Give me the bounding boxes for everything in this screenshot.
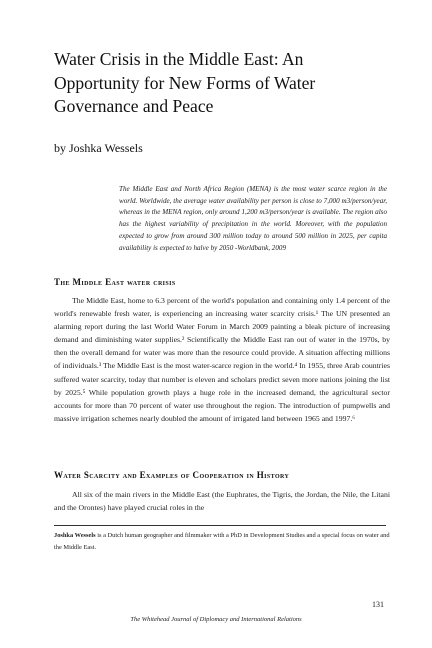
section-paragraph-water-crisis: The Middle East, home to 6.3 percent of the world's population and containing only 1.4 percent of the world's renewable fresh water, is experiencing an increasing water scarcity crisis.¹ The UN presented an alarming report during the last World Water Forum in March 2009 painting a bleak picture of increasing demand and diminishing water supplies.² Scientifically the Middle East ran out of water in the 1970s, by then the overall demand for water was more than the resource could provide. A situation affecting millions of individuals.³ The Middle East is the most water-scarce region in the world.⁴ In 1955, three Arab countries suffered water scarcity, today that number is eleven and scholars predict seven more nations joining the list by 2025.⁵ While population growth plays a huge role in the increased demand, the agricultural sector accounts for more than 70 percent of water use throughout the region. The introduction of pumpwells and massive irrigation schemes nearly doubled the amount of irrigated land between 1965 and 1997.⁶ <box>54 296 390 423</box>
author-footnote <box>54 530 390 553</box>
epigraph-quote: The Middle East and North Africa Region (MENA) is the most water scarce region in the world. Worldwide, the average water availability per person is close to 7,000 m3/person/year, whereas in the MENA region, only around 1,200 m3/person/year is available. The region also has the highest variability of precipitation in the world. Moreover, with the population expected to grow from around 300 million today to around 500 million in 2025, per capita availability is expected to halve by 2050 -Worldbank, 2009 <box>119 185 387 252</box>
footnote-divider <box>54 525 386 526</box>
section-heading-water-crisis: The Middle East water crisis <box>54 277 176 287</box>
article-title: Water Crisis in the Middle East: An Opportunity for New Forms of Water Governance and Peace <box>54 49 316 116</box>
section-heading-cooperation: Water Scarcity and Examples of Cooperation in History <box>54 470 290 480</box>
journal-footer: The Whitehead Journal of Diplomacy and International Relations <box>130 616 302 623</box>
footnote-author-name: Joshka Wessels <box>54 532 96 539</box>
section-paragraph-cooperation: All six of the main rivers in the Middle East (the Euphrates, the Tigris, the Jordan, the Nile, the Litani and the Orontes) have played crucial roles in the <box>54 490 390 513</box>
footnote-author-bio: is a Dutch human geographer and filmmaker with a PhD in Development Studies and a special focus on water and the Middle East. <box>54 532 390 551</box>
page-number: 131 <box>372 600 384 609</box>
author-byline: by Joshka Wessels <box>54 141 143 155</box>
